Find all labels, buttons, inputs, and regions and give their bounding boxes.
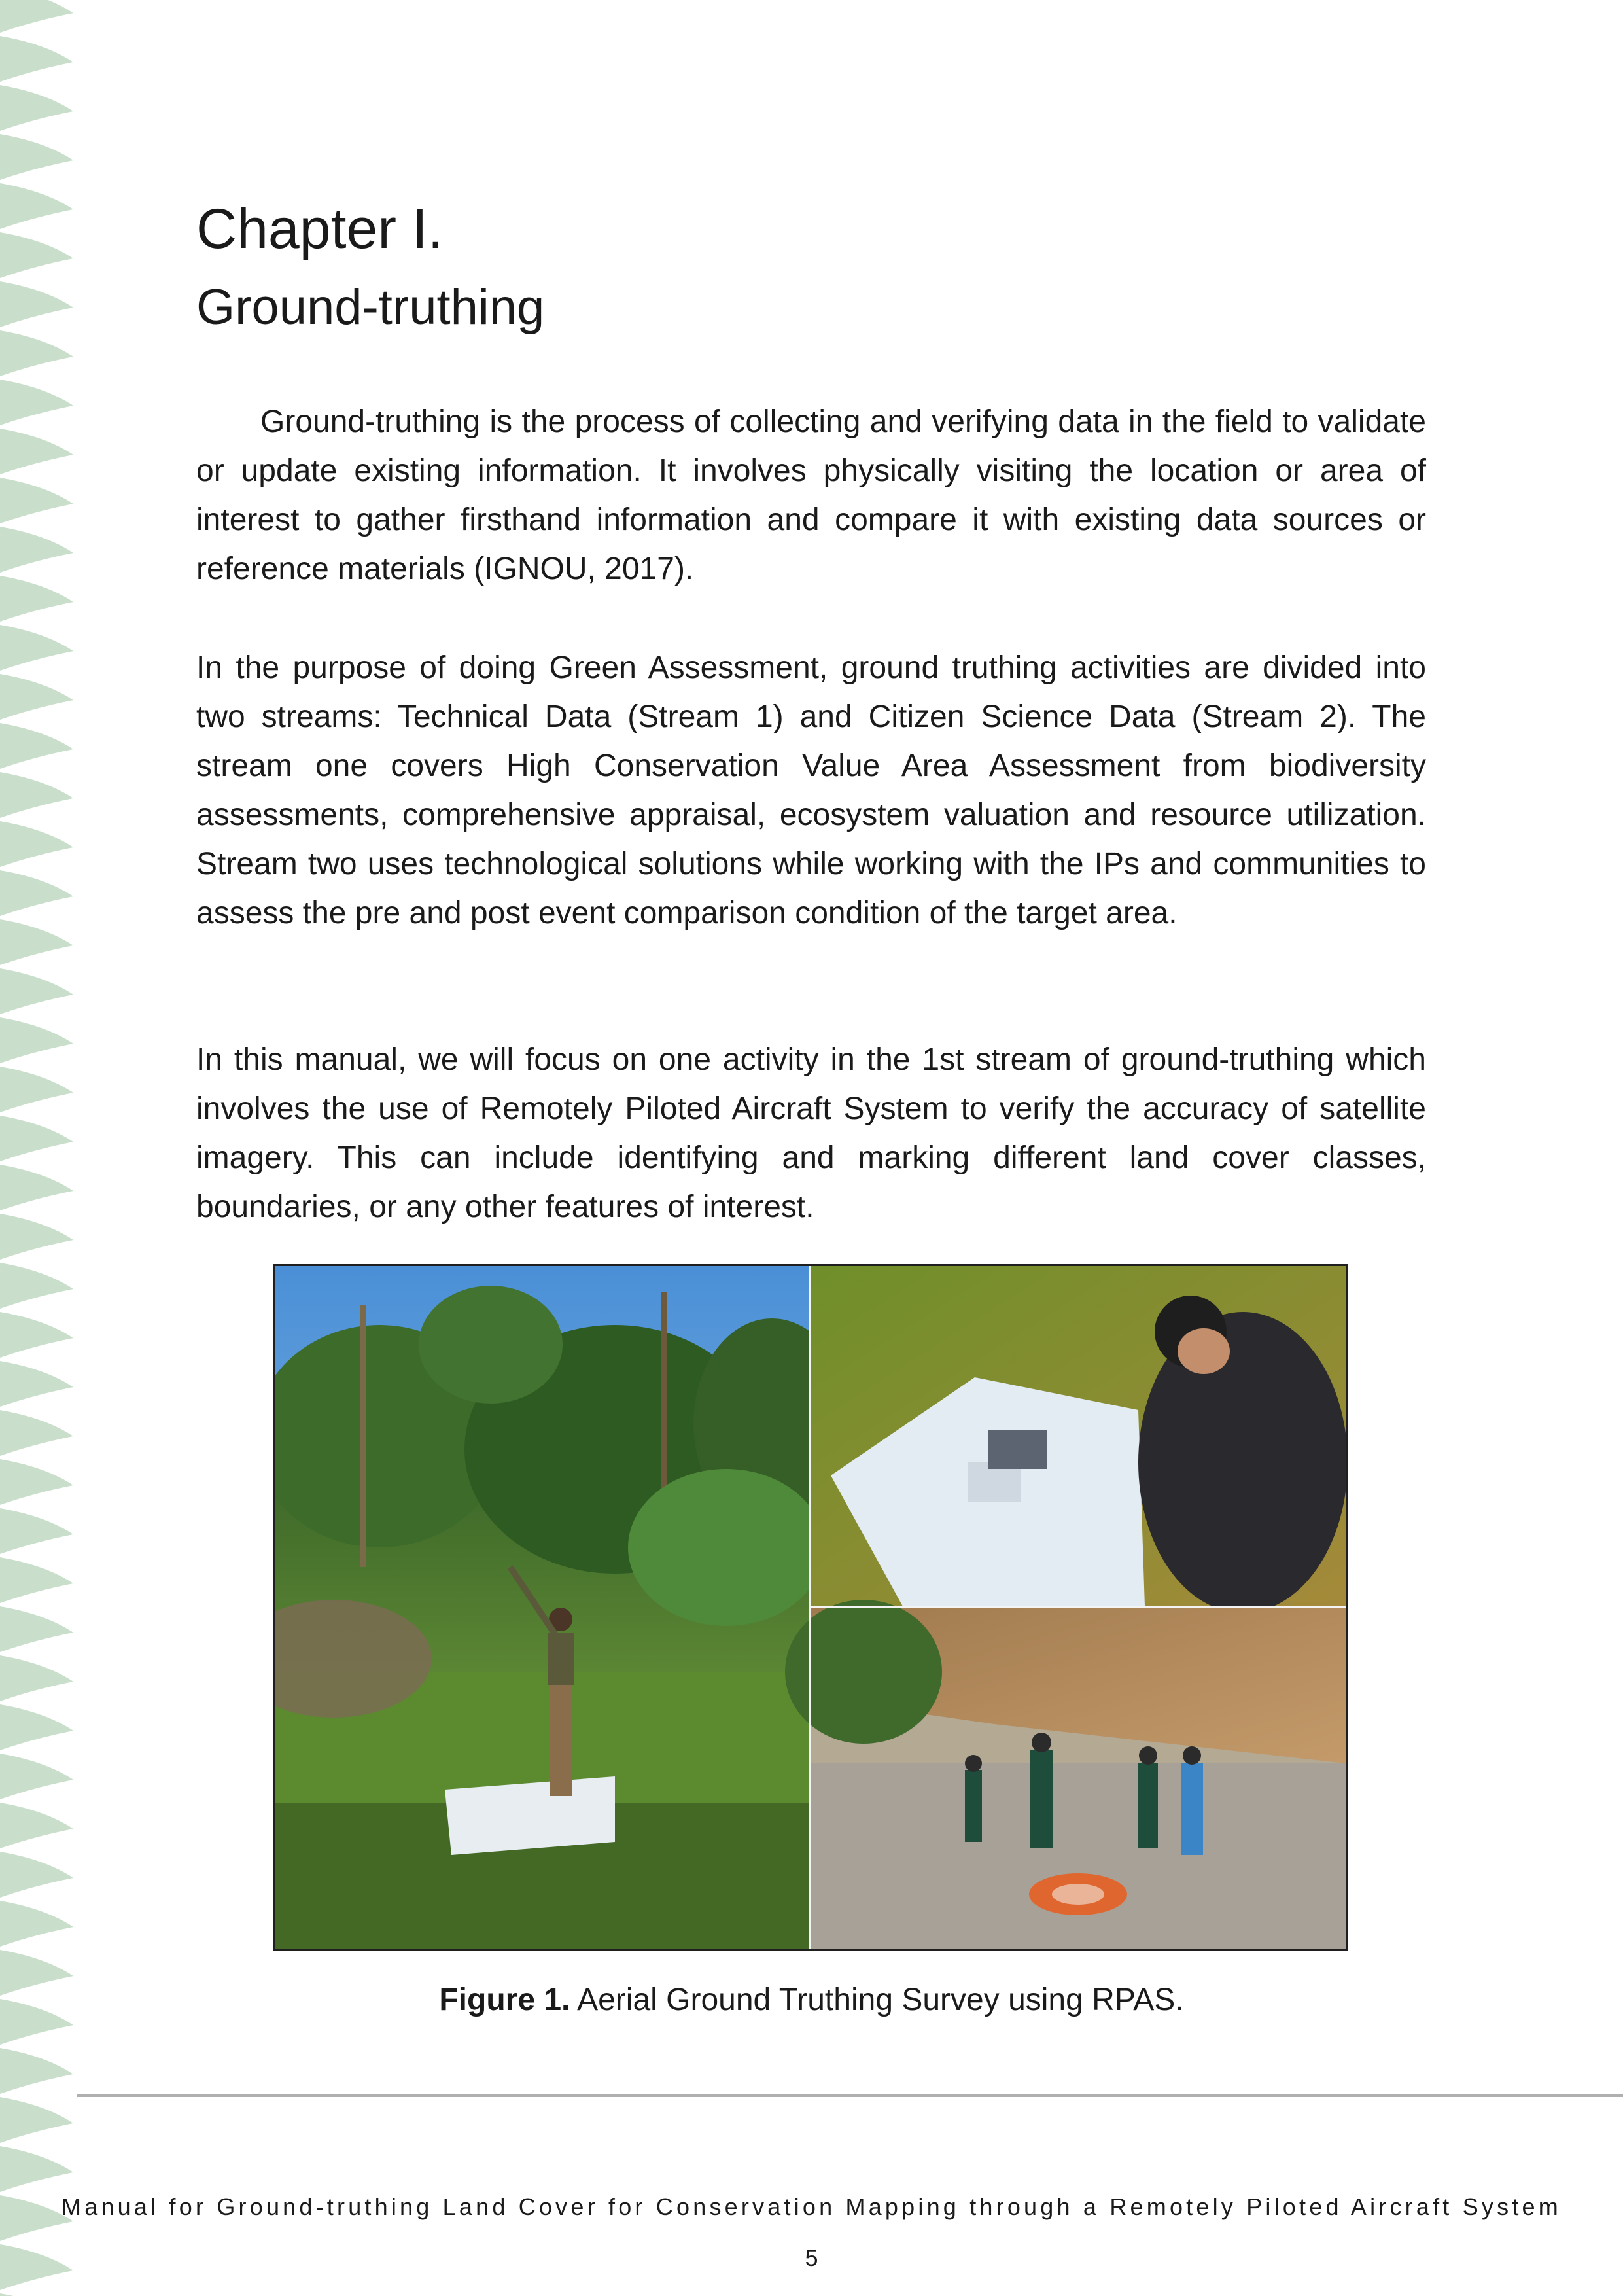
border-scallop bbox=[0, 281, 73, 327]
photo-drone-preparation bbox=[811, 1266, 1346, 1613]
border-scallop bbox=[0, 330, 73, 376]
border-scallop bbox=[0, 1754, 73, 1799]
border-scallop bbox=[0, 1508, 73, 1554]
border-scallop bbox=[0, 2293, 73, 2296]
border-scallop bbox=[0, 1116, 73, 1161]
border-scallop bbox=[0, 85, 73, 131]
border-scallop bbox=[0, 625, 73, 671]
border-scallop bbox=[0, 429, 73, 474]
photo-field-team bbox=[785, 1600, 1346, 1949]
border-scallop bbox=[0, 1655, 73, 1701]
body-paragraph-1: Ground-truthing is the process of collecting and verifying data in the field to validate or update existing information. It involves physically visiting the location or area of interest to gather firsthand information and compare it with existing data sources or reference materials (IGNOU, 2017). bbox=[196, 404, 1426, 586]
border-scallop bbox=[0, 1557, 73, 1603]
border-scallop bbox=[0, 919, 73, 965]
border-scallop bbox=[0, 1606, 73, 1652]
border-scallop bbox=[0, 870, 73, 916]
border-scallop bbox=[0, 1852, 73, 1898]
border-scallop bbox=[0, 36, 73, 82]
chapter-title: Chapter I. bbox=[196, 198, 444, 260]
border-scallop bbox=[0, 232, 73, 278]
body-paragraph-3: In this manual, we will focus on one activity in the 1st stream of ground-truthing which involves the use of Remotely Piloted Aircraft System to verify the accuracy of satellite imagery. This can include identifying and marking different land cover classes, boundaries, or any other features of interest. bbox=[196, 1042, 1426, 1224]
border-scallop bbox=[0, 183, 73, 229]
border-scallop bbox=[0, 821, 73, 867]
page-number: 5 bbox=[805, 2244, 818, 2271]
figure-label: Figure 1. bbox=[439, 1983, 570, 2017]
border-scallop bbox=[0, 1312, 73, 1358]
section-title: Ground-truthing bbox=[196, 279, 545, 335]
border-scallop bbox=[0, 527, 73, 573]
border-scallop bbox=[0, 0, 73, 33]
body-paragraph-2: In the purpose of doing Green Assessment, ground truthing activities are divided into two streams: Technical Data (Stream 1) and Citizen Science Data (Stream 2). The stream one covers High Conservation Value Area Assessment from biodiversity assessments, comprehensive appraisal, ecosystem valuation and resource utilization. Stream two uses technological solutions while working with the IPs and communities to assess the pre and post event comparison condition of the target area. bbox=[196, 650, 1426, 930]
photo-forest-launch bbox=[275, 1266, 850, 1949]
footer-divider bbox=[77, 2094, 1623, 2097]
border-scallop bbox=[0, 1165, 73, 1210]
border-scallop bbox=[0, 1901, 73, 1947]
figure-caption bbox=[0, 1977, 1623, 2023]
border-scallop bbox=[0, 2048, 73, 2094]
border-scallop bbox=[0, 723, 73, 769]
decorative-left-border bbox=[0, 0, 77, 2296]
border-scallop bbox=[0, 1017, 73, 1063]
border-scallop bbox=[0, 968, 73, 1014]
running-footer: Manual for Ground-truthing Land Cover for Conservation Mapping through a Remotely Piloted Aircraft System bbox=[61, 2193, 1562, 2220]
figure-photo-collage bbox=[273, 1264, 1348, 1951]
border-scallop bbox=[0, 1704, 73, 1750]
border-scallop bbox=[0, 2146, 73, 2192]
border-scallop bbox=[0, 1803, 73, 1848]
border-scallop bbox=[0, 2097, 73, 2143]
border-scallop bbox=[0, 1214, 73, 1260]
border-scallop bbox=[0, 1410, 73, 1456]
border-scallop bbox=[0, 380, 73, 425]
border-scallop bbox=[0, 1361, 73, 1407]
border-scallop bbox=[0, 134, 73, 180]
border-scallop bbox=[0, 1459, 73, 1505]
border-scallop bbox=[0, 478, 73, 523]
border-scallop bbox=[0, 1067, 73, 1112]
border-scallop bbox=[0, 576, 73, 622]
border-scallop bbox=[0, 772, 73, 818]
border-scallop bbox=[0, 674, 73, 720]
figure-caption-text: Aerial Ground Truthing Survey using RPAS. bbox=[577, 1983, 1184, 2017]
border-scallop bbox=[0, 1263, 73, 1309]
